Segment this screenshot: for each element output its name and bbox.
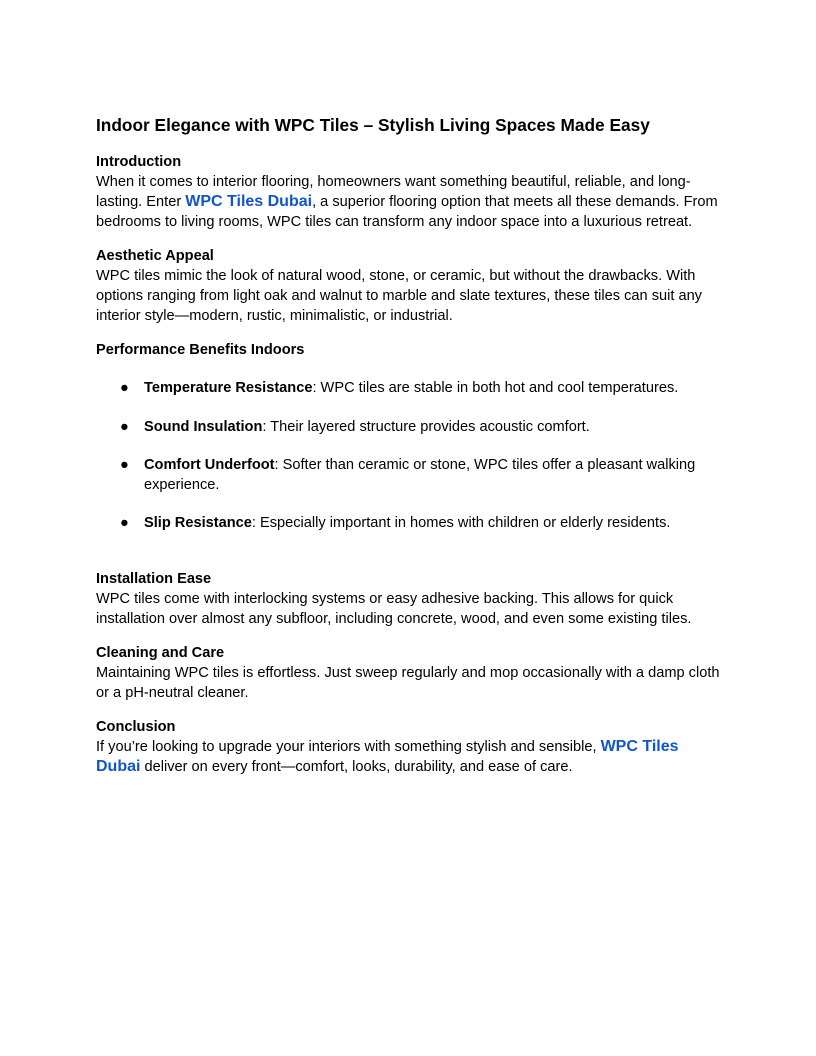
aesthetic-heading: Aesthetic Appeal xyxy=(96,248,214,264)
bullet-icon: ● xyxy=(120,515,129,531)
list-item xyxy=(96,456,726,495)
wpc-tiles-dubai-link-conclusion[interactable]: WPC Tiles Dubai xyxy=(96,737,679,775)
conclusion-section xyxy=(96,717,726,777)
cleaning-heading: Cleaning and Care xyxy=(96,644,225,661)
document-title: Indoor Elegance with WPC Tiles – Stylish Living Spaces Made Easy xyxy=(96,115,650,135)
bullet-icon: ● xyxy=(120,418,129,435)
benefit-description: : Especially important in homes with children or elderly residents. xyxy=(251,515,671,531)
benefit-term: Temperature Resistance xyxy=(144,380,313,396)
performance-bullet-list xyxy=(96,379,726,534)
introduction-heading: Introduction xyxy=(96,154,182,170)
conclusion-text-after: deliver on every front—comfort, looks, durability, and ease of care. xyxy=(140,758,573,775)
list-item xyxy=(96,379,726,399)
conclusion-text-before: If you’re looking to upgrade your interiors with something stylish and sensible, xyxy=(96,738,601,755)
list-item xyxy=(96,514,726,534)
bullet-icon: ● xyxy=(120,380,129,396)
introduction-section xyxy=(96,152,726,232)
cleaning-section xyxy=(96,643,726,703)
installation-heading: Installation Ease xyxy=(96,570,212,587)
aesthetic-section xyxy=(96,246,726,326)
performance-section xyxy=(96,340,726,569)
spacer xyxy=(96,553,726,569)
list-item xyxy=(96,418,726,438)
document-page xyxy=(96,112,726,791)
benefit-description: : Softer than ceramic or stone, WPC tiles offer a pleasant walking experience. xyxy=(144,457,696,493)
aesthetic-paragraph: WPC tiles mimic the look of natural wood, stone, or ceramic, but without the drawbacks. With options ranging from light oak and walnut to marble and slate textures, these tiles can suit any interior style—modern, rustic, minimalistic, or industrial. xyxy=(96,268,702,324)
benefit-term: Slip Resistance xyxy=(144,515,252,531)
bullet-icon: ● xyxy=(120,457,129,473)
installation-paragraph: WPC tiles come with interlocking systems or easy adhesive backing. This allows for quick installation over almost any subfloor, including concrete, wood, and even some existing tiles. xyxy=(96,590,692,627)
introduction-paragraph xyxy=(96,172,726,232)
benefit-term: Comfort Underfoot xyxy=(144,457,275,473)
wpc-tiles-dubai-link-intro[interactable]: WPC Tiles Dubai xyxy=(185,193,313,210)
installation-section xyxy=(96,569,726,629)
benefit-description: : Their layered structure provides acoustic comfort. xyxy=(262,418,590,435)
conclusion-heading: Conclusion xyxy=(96,718,176,735)
introduction-text-after: , a superior flooring option that meets all these demands. From bedrooms to living rooms, WPC tiles can transform any indoor space into a luxurious retreat. xyxy=(96,194,718,230)
benefit-description: : WPC tiles are stable in both hot and cool temperatures. xyxy=(312,380,679,396)
cleaning-paragraph: Maintaining WPC tiles is effortless. Just sweep regularly and mop occasionally with a damp cloth or a pH-neutral cleaner. xyxy=(96,664,720,701)
introduction-text-before: When it comes to interior flooring, homeowners want something beautiful, reliable, and long-lasting. Enter xyxy=(96,174,691,210)
performance-heading: Performance Benefits Indoors xyxy=(96,342,305,358)
benefit-term: Sound Insulation xyxy=(144,418,263,435)
conclusion-paragraph xyxy=(96,737,726,777)
